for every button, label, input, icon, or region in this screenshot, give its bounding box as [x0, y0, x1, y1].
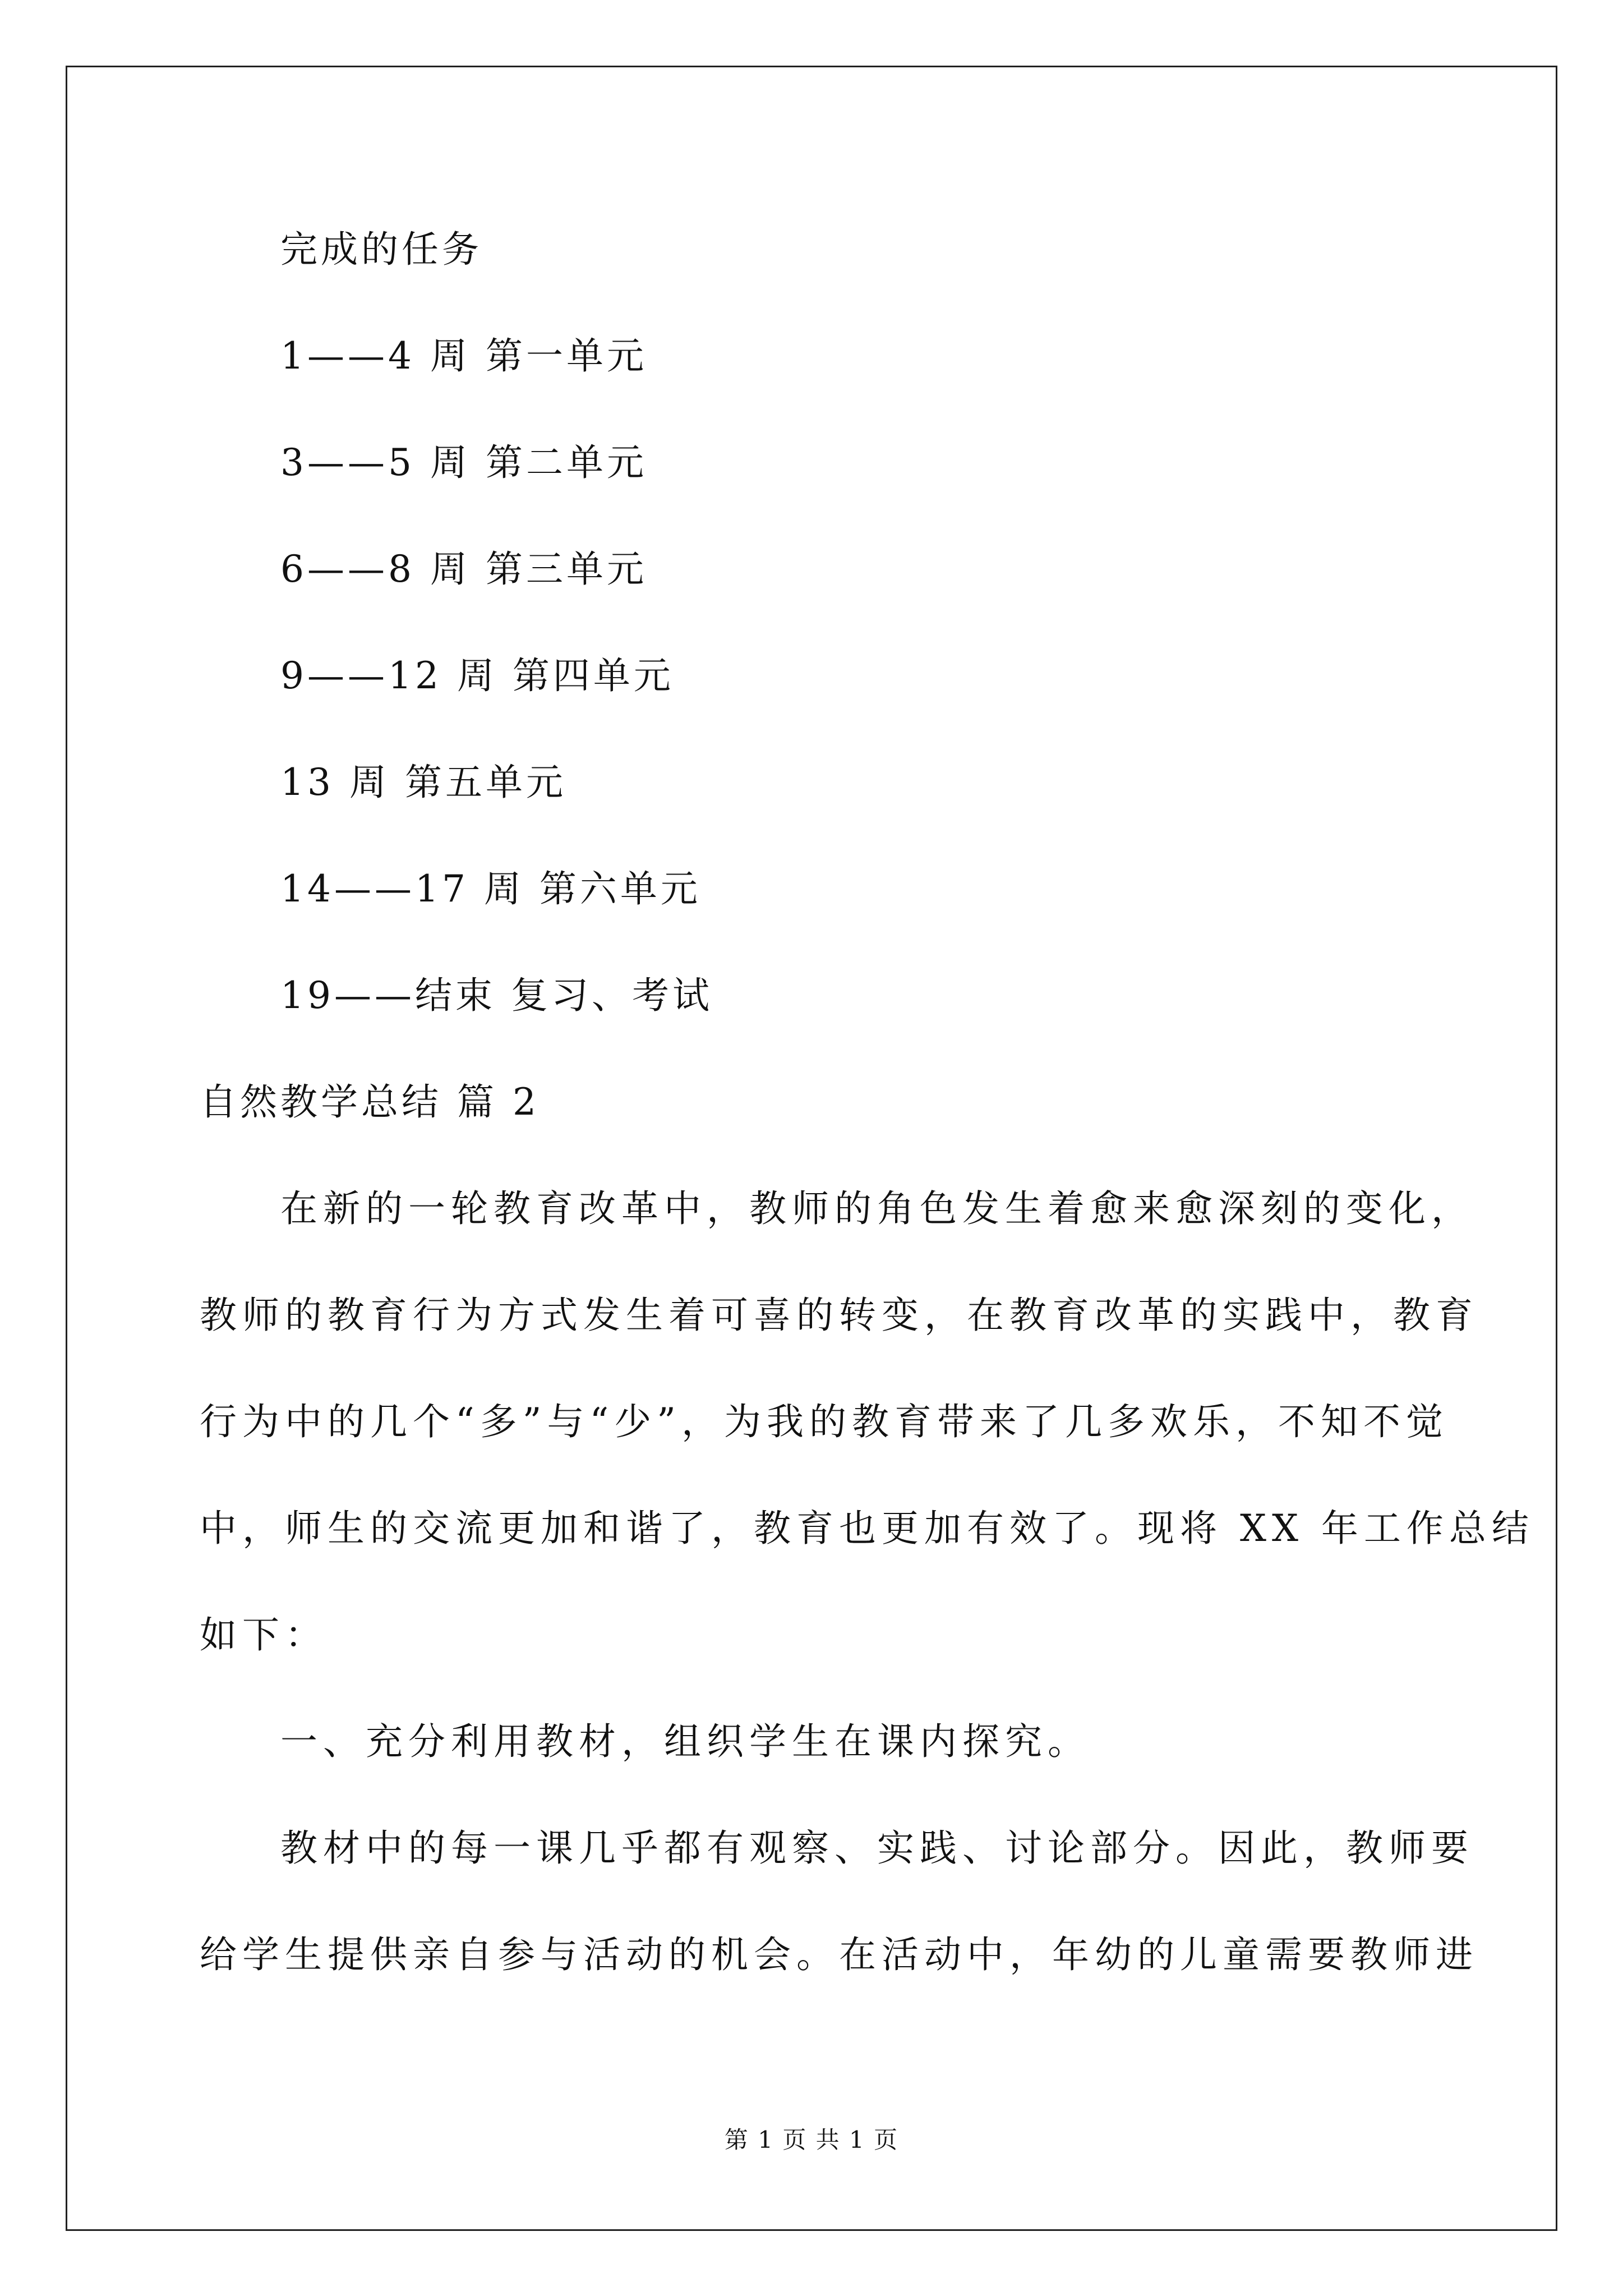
paragraph-line: 如下： — [200, 1613, 328, 1657]
paragraph-line: 中，师生的交流更加和谐了，教育也更加有效了。现将 XX 年工作总结 — [200, 1507, 1534, 1550]
paragraph-line: 行为中的几个“多”与“少”，为我的教育带来了几多欢乐，不知不觉 — [200, 1400, 1449, 1443]
paragraph-line: 给学生提供亲自参与活动的机会。在活动中，年幼的儿童需要教师进 — [200, 1933, 1478, 1976]
paragraph-line: 教师的教育行为方式发生着可喜的转变，在教育改革的实践中，教育 — [200, 1294, 1478, 1337]
schedule-item: 3——5 周 第二单元 — [280, 441, 647, 484]
schedule-item: 19——结束 复习、考试 — [280, 974, 713, 1017]
schedule-item: 13 周 第五单元 — [280, 761, 566, 804]
page-border — [66, 66, 1557, 2231]
paragraph-line: 教材中的每一课几乎都有观察、实践、讨论部分。因此，教师要 — [280, 1826, 1474, 1870]
schedule-item: 1——4 周 第一单元 — [280, 334, 647, 378]
schedule-item: 9——12 周 第四单元 — [280, 654, 674, 697]
section-title: 自然教学总结 篇 2 — [200, 1080, 540, 1124]
schedule-item: 14——17 周 第六单元 — [280, 867, 701, 910]
schedule-heading: 完成的任务 — [280, 228, 482, 271]
page-footer: 第 1 页 共 1 页 — [724, 2126, 899, 2154]
subheading: 一、充分利用教材，组织学生在课内探究。 — [280, 1720, 1090, 1763]
schedule-item: 6——8 周 第三单元 — [280, 547, 647, 591]
paragraph-line: 在新的一轮教育改革中，教师的角色发生着愈来愈深刻的变化， — [280, 1187, 1474, 1230]
